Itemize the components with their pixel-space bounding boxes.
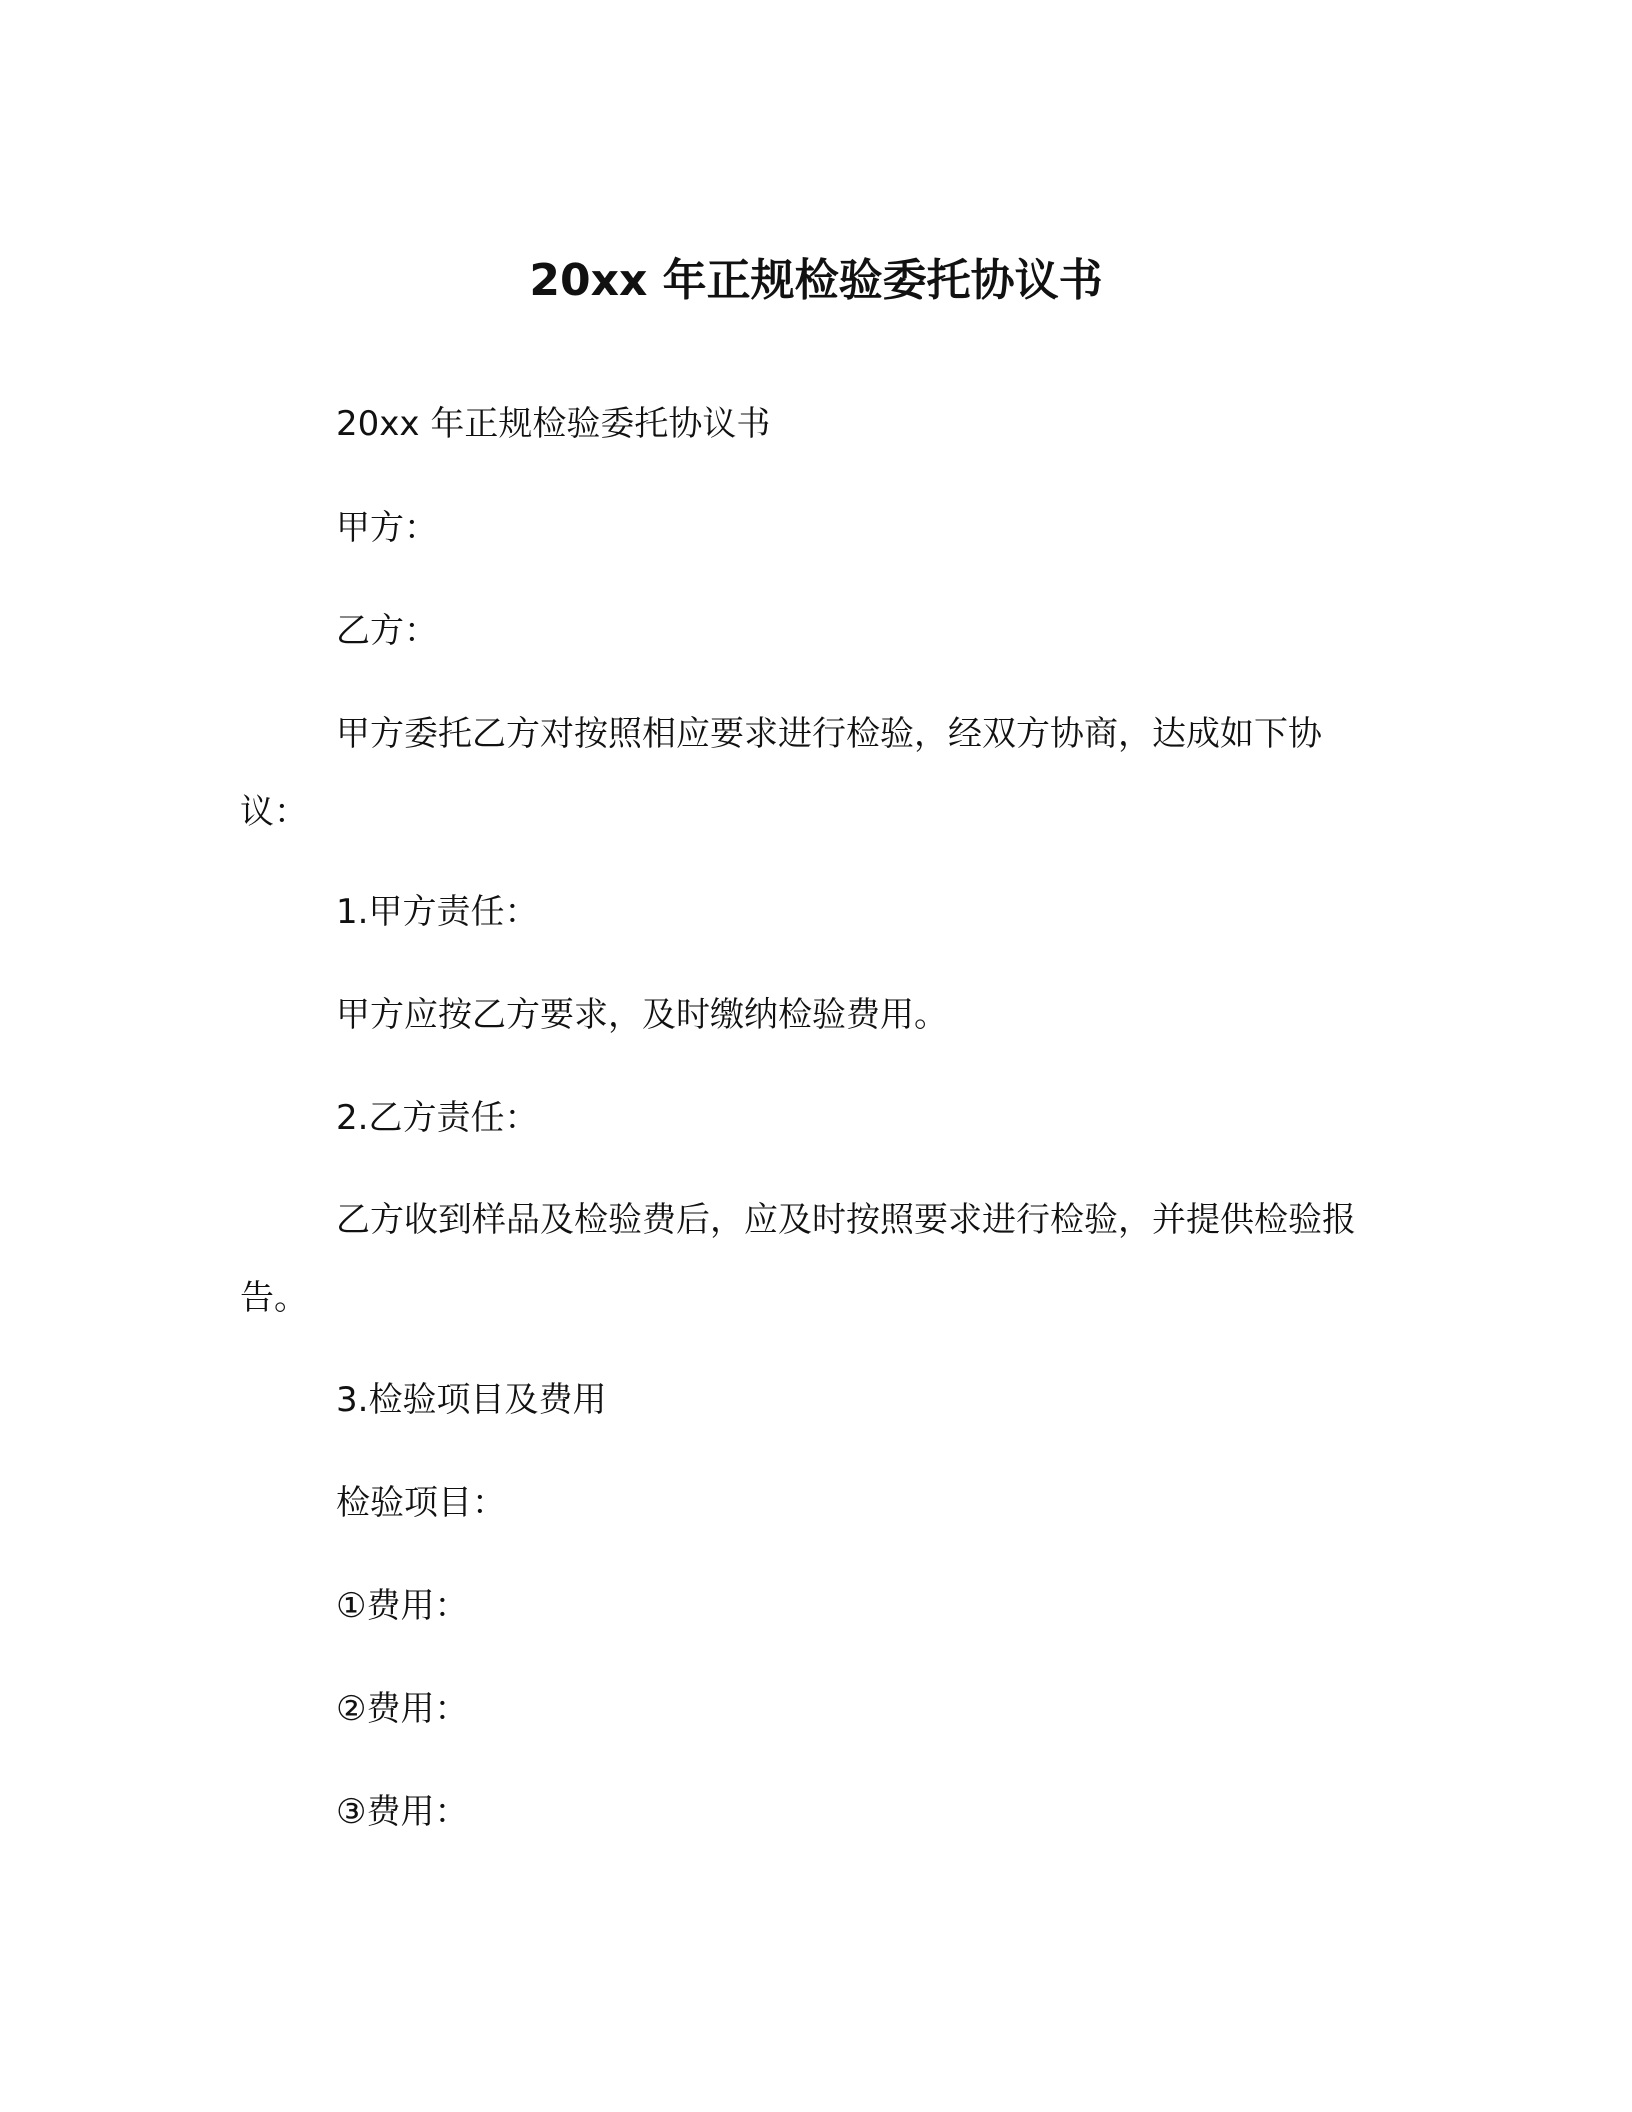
paragraph-fee-3: ③费用： xyxy=(336,1792,469,1832)
paragraph-fee-2: ②费用： xyxy=(336,1689,469,1729)
paragraph-party-b-duty: 乙方收到样品及检验费后，应及时按照要求进行检验，并提供检验报告。 xyxy=(240,1200,1356,1318)
paragraph-party-a-duty-heading: 1.甲方责任： xyxy=(336,892,539,932)
paragraph-party-a: 甲方： xyxy=(336,508,438,548)
paragraph-party-b-duty-heading: 2.乙方责任： xyxy=(336,1098,539,1138)
paragraph-subtitle: 20xx 年正规检验委托协议书 xyxy=(336,404,771,444)
document-title: 20xx 年正规检验委托协议书 xyxy=(529,255,1103,307)
paragraph-inspection-items: 检验项目： xyxy=(336,1483,506,1523)
paragraph-fee-1: ①费用： xyxy=(336,1586,469,1626)
paragraph-agreement-intro: 甲方委托乙方对按照相应要求进行检验，经双方协商，达成如下协议： xyxy=(240,714,1322,832)
paragraph-party-b: 乙方： xyxy=(336,611,438,651)
paragraph-items-fees-heading: 3.检验项目及费用 xyxy=(336,1380,607,1420)
paragraph-party-a-duty: 甲方应按乙方要求，及时缴纳检验费用。 xyxy=(336,995,948,1035)
